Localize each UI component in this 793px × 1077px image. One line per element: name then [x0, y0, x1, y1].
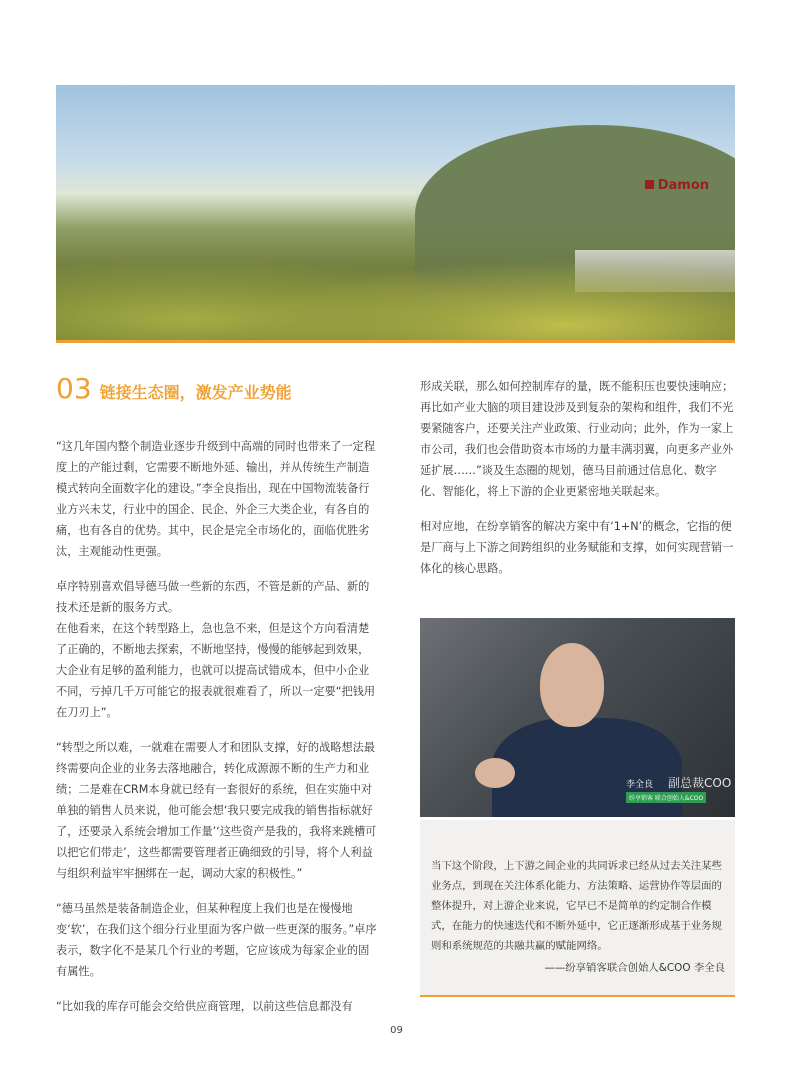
- paragraph: “德马虽然是装备制造企业，但某种程度上我们也是在慢慢地变‘软’，在我们这个细分行业里面为客户做一些更深的服务。”卓序表示，数字化不是某几个行业的考题，它应该成为每家企业的固有属性。: [56, 902, 377, 978]
- paragraph: 形成关联，那么如何控制库存的量，既不能积压也要快速响应；再比如产业大脑的项目建设涉及到复杂的架构和组件，我们不光要紧随客户，还要关注产业政策、行业动向；此外，作为一家上市公司，我们也会借助资本市场的力量丰满羽翼，向更多产业外延扩展……”谈及生态圈的规划，德马目前通过信息化、数字化、智能化，将上下游的企业更紧密地关联起来。: [420, 380, 734, 498]
- hero-accent-bar: [56, 340, 735, 343]
- paragraph: 相对应地，在纷享销客的解决方案中有‘1+N’的概念，它指的便是厂商与上下游之间跨组织的业务赋能和支撑，如何实现营销一体化的核心思路。: [420, 520, 734, 575]
- quote-box: [420, 820, 735, 997]
- person-hand: [475, 758, 515, 788]
- quote-text: 当下这个阶段，上下游之间企业的共同诉求已经从过去关注某些业务点，到现在关注体系化能力、方法策略、运营协作等层面的整体提升，对上游企业来说，它早已不是简单的约定制合作模式，在能力的快速迭代和不断外延中，它正逐渐形成基于业务规则和系统规范的共融共赢的赋能网络。: [431, 860, 722, 952]
- page-number: 09: [390, 1025, 403, 1036]
- left-column: [56, 436, 378, 1031]
- quote-attribution: ——纷享销客联合创始人&COO 李全良: [544, 962, 725, 974]
- hero-image: [56, 85, 735, 343]
- paragraph: 在他看来，在这个转型路上，急也急不来，但是这个方向看清楚了正确的，不断地去探索，不断地坚持，慢慢的能够起到效果，大企业有足够的盈利能力，也就可以提高试错成本，但中小企业不同，亏掉几千万可能它的报表就很难看了，所以一定要“把钱用在刀刃上”。: [56, 622, 376, 719]
- section-heading: [56, 372, 292, 405]
- caption-role: 纷享销客 联合创始人&COO: [626, 792, 706, 803]
- caption-show-title: 副总裁COO: [668, 776, 732, 790]
- paragraph: “比如我的库存可能会交给供应商管理，以前这些信息都没有: [56, 1000, 353, 1013]
- section-number: 03: [56, 372, 92, 405]
- tree-canopy: [56, 223, 735, 343]
- paragraph: 卓序特别喜欢倡导德马做一些新的东西，不管是新的产品、新的技术还是新的服务方式。: [56, 580, 370, 614]
- paragraph: “这几年国内整个制造业逐步升级到中高端的同时也带来了一定程度上的产能过剩，它需要不断地外延、输出，并从传统生产制造模式转向全面数字化的建设。”李全良指出，现在中国物流装备行业方兴未艾，行业中的国企、民企、外企三大类企业，有各自的痛，也有各自的优势。其中，民企是完全市场化的，面临优胜劣汰，主观能动性更强。: [56, 440, 376, 558]
- damon-logo: Damon: [645, 178, 709, 193]
- right-column: [420, 376, 735, 593]
- section-title: 链接生态圈，激发产业势能: [99, 383, 292, 402]
- caption-name: 李全良: [626, 780, 654, 790]
- paragraph: “转型之所以难，一就难在需要人才和团队支撑，好的战略想法最终需要向企业的业务去落地融合，转化成源源不断的生产力和业绩；二是难在CRM本身就已经有一套很好的系统，但在实施中对单独的销售人员来说，他可能会想‘我只要完成我的销售指标就好了，还要录入系统会增加工作量’‘这些资产是我的，我将来跳槽可以把它们带走’，这些都需要管理者正确细致的引导，将个人利益与组织利益牢牢捆绑在一起，调动大家的积极性。”: [56, 741, 377, 880]
- person-head: [540, 643, 604, 727]
